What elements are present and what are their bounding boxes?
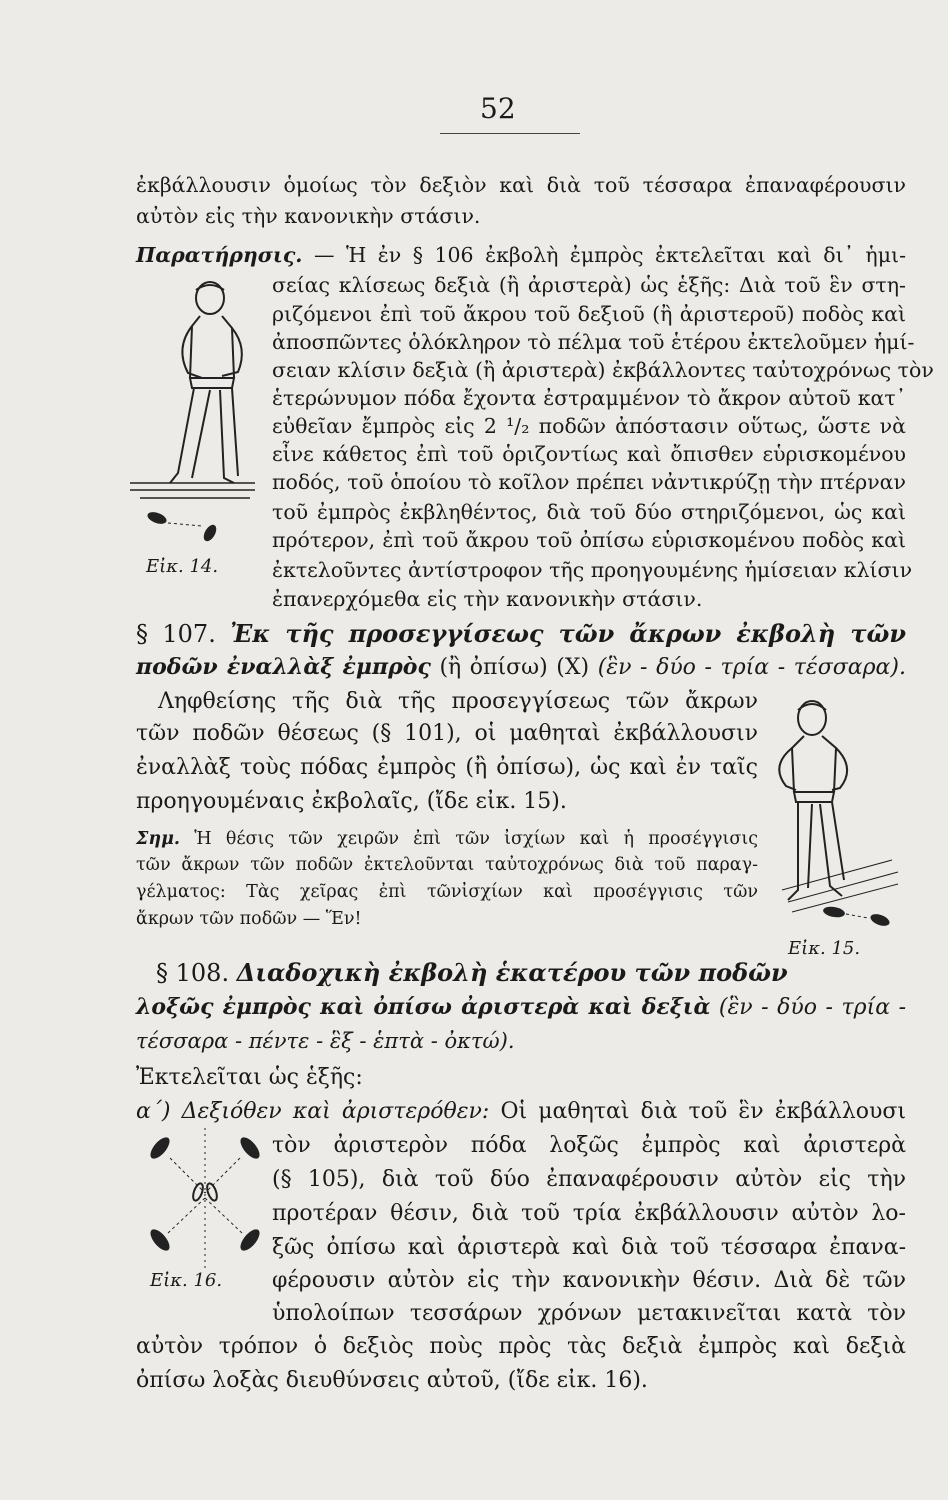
- sec108-line: τὸν ἀριστερὸν πόδα λοξῶς ἐμπρὸς καὶ ἀριστερὰ: [272, 1133, 906, 1158]
- sec107-body-line: προηγουμέναις ἐκβολαῖς, (ἴδε εἰκ. 15).: [136, 789, 567, 814]
- figure-16-caption: Εἰκ. 16.: [150, 1270, 223, 1291]
- sec108-line: προτέραν θέσιν, διὰ τοῦ τρία ἐκβάλλουσιν αὐτὸν λο-: [272, 1201, 906, 1226]
- figure-16-illustration: [140, 1128, 270, 1268]
- sub-label: α΄) Δεξιόθεν καὶ ἀριστερόθεν:: [136, 1099, 490, 1124]
- sec108-line: ὑπολοίπων τεσσάρων χρόνων μετακινεῖται κατὰ τὸν: [272, 1301, 906, 1326]
- observation-label: Παρατήρησις.: [136, 243, 303, 267]
- figure-15-caption: Εἰκ. 15.: [788, 938, 861, 959]
- figure-14-illustration: [130, 278, 260, 548]
- observation-line: ποδός, τοῦ ὁποίου τὸ κοῖλον πρέπει νἀντικρύζῃ τὴν πτέρναν: [272, 470, 906, 494]
- observation-line: σειαν κλίσιν δεξιὰ (ἢ ἀριστερὰ) ἐκβάλλοντες ταὐτοχρόνως τὸν: [272, 358, 934, 382]
- observation-line-1: Παρατήρησις. — Ἡ ἐν § 106 ἐκβολὴ ἐμπρὸς ἐκτελεῖται καὶ δι᾿ ἡμι-: [136, 243, 906, 267]
- note-line: γέλματος: Τὰς χεῖρας ἐπὶ τῶνἰσχίων καὶ προσέγγισις τῶν: [136, 882, 758, 902]
- sec107-body-line: τῶν ποδῶν θέσεως (§ 101), οἱ μαθηταὶ ἐκβάλλουσιν: [136, 721, 758, 746]
- sec108-line: (§ 105), διὰ τοῦ δύο ἐπαναφέρουσιν αὐτὸν εἰς τὴν: [272, 1167, 906, 1192]
- sec107-number: § 107.: [136, 620, 216, 648]
- sec108-title-line-2: λοξῶς ἐμπρὸς καὶ ὀπίσω ἀριστερὰ καὶ δεξιὰ (ἓν - δύο - τρία -: [136, 994, 906, 1020]
- intro-line-2: αὐτὸν εἰς τὴν κανονικὴν στάσιν.: [136, 204, 481, 228]
- observation-line: εὐθεῖαν ἔμπρὸς εἰς 2 ¹/₂ ποδῶν ἀπόστασιν οὕτως, ὥστε νὰ: [272, 414, 906, 438]
- note-line: τῶν ἄκρων τῶν ποδῶν ἐκτελοῦνται ταὐτοχρόνως διὰ τοῦ παραγ-: [136, 855, 758, 875]
- sec108-line: αὐτὸν τρόπον ὁ δεξιὸς ποὺς πρὸς τὰς δεξιὰ ἐμπρὸς καὶ δεξιὰ: [136, 1334, 906, 1359]
- observation-line: ριζόμενοι ἐπὶ τοῦ ἄκρου τοῦ δεξιοῦ (ἢ ἀριστεροῦ) ποδὸς καὶ: [272, 302, 906, 326]
- note-line-1: Σημ. Ἡ θέσις τῶν χειρῶν ἐπὶ τῶν ἰσχίων καὶ ἡ προσέγγισις: [136, 829, 758, 849]
- header-rule: [440, 133, 580, 134]
- observation-line: εἶνε κάθετος ἐπὶ τοῦ ὁριζοντίως καὶ ὄπισθεν εὑρισκομένου: [272, 442, 906, 466]
- sec108-line: ξῶς ὀπίσω καὶ ἀριστερὰ καὶ διὰ τοῦ τέσσαρα ἐπανα-: [272, 1235, 906, 1260]
- figure-14-caption: Εἰκ. 14.: [146, 556, 219, 577]
- observation-line: ἀποσπῶντες ὁλόκληρον τὸ πέλμα τοῦ ἑτέρου ἐκτελοῦμεν ἡμί-: [272, 330, 915, 354]
- observation-line: ἐπανερχόμεθα εἰς τὴν κανονικὴν στάσιν.: [272, 587, 703, 611]
- sec108-title-line-1: § 108. Διαδοχικὴ ἐκβολὴ ἑκατέρου τῶν ποδῶν: [156, 958, 788, 987]
- intro-line-1: ἐκβάλλουσιν ὁμοίως τὸν δεξιὸν καὶ διὰ τοῦ τέσσαρα ἐπαναφέρουσιν: [136, 173, 906, 197]
- figure-15-illustration: [752, 690, 902, 940]
- sec108-intro: Ἐκτελεῖται ὡς ἑξῆς:: [136, 1065, 363, 1090]
- observation-line: τοῦ ἐμπρὸς ἐκβληθέντος, διὰ τοῦ δύο στηριζόμενοι, ὡς καὶ: [272, 500, 906, 524]
- observation-line: ἑτερώνυμον πόδα ἔχοντα ἐστραμμένον τὸ ἄκρον αὐτοῦ κατ᾿: [272, 386, 906, 410]
- sec107-body-line: Ληφθείσης τῆς διὰ τῆς προσεγγίσεως τῶν ἄκρων: [158, 689, 758, 714]
- observation-line: ἐκτελοῦντες ἀντίστροφον τῆς προηγουμένης ἡμίσειαν κλίσιν: [272, 558, 913, 582]
- sec108-line: ὀπίσω λοξὰς διευθύνσεις αὐτοῦ, (ἴδε εἰκ. 16).: [136, 1368, 648, 1393]
- note-line: ἄκρων τῶν ποδῶν — Ἕν!: [136, 909, 362, 929]
- sec107-title-line-1: § 107. Ἐκ τῆς προσεγγίσεως τῶν ἄκρων ἐκβολὴ τῶν: [136, 619, 906, 648]
- sec108-line-1: α΄) Δεξιόθεν καὶ ἀριστερόθεν: Οἱ μαθηταὶ διὰ τοῦ ἓν ἐκβάλλουσι: [136, 1099, 906, 1124]
- observation-line: πρότερον, ἐπὶ τοῦ ἄκρου τοῦ ὀπίσω εὑρισκομένου ποδὸς καὶ: [272, 528, 906, 552]
- sec108-number: § 108.: [156, 959, 230, 987]
- observation-line: σείας κλίσεως δεξιὰ (ἢ ἀριστερὰ) ὡς ἑξῆς: Διὰ τοῦ ἓν στη-: [272, 273, 906, 297]
- sec107-body-line: ἐναλλὰξ τοὺς πόδας ἐμπρὸς (ἢ ὀπίσω), ὡς καὶ ἐν ταῖς: [136, 755, 758, 780]
- page-number: 52: [480, 92, 516, 125]
- note-label: Σημ.: [136, 829, 180, 849]
- sec108-counts-line-2: τέσσαρα - πέντε - ἓξ - ἑπτὰ - ὀκτώ).: [136, 1029, 515, 1053]
- sec107-title-line-2: ποδῶν ἐναλλὰξ ἐμπρὸς (ἢ ὀπίσω) (Χ) (ἓν - δύο - τρία - τέσσαρα).: [136, 654, 906, 680]
- sec108-line: φέρουσιν αὐτὸν εἰς τὴν κανονικὴν θέσιν. Διὰ δὲ τῶν: [272, 1268, 906, 1293]
